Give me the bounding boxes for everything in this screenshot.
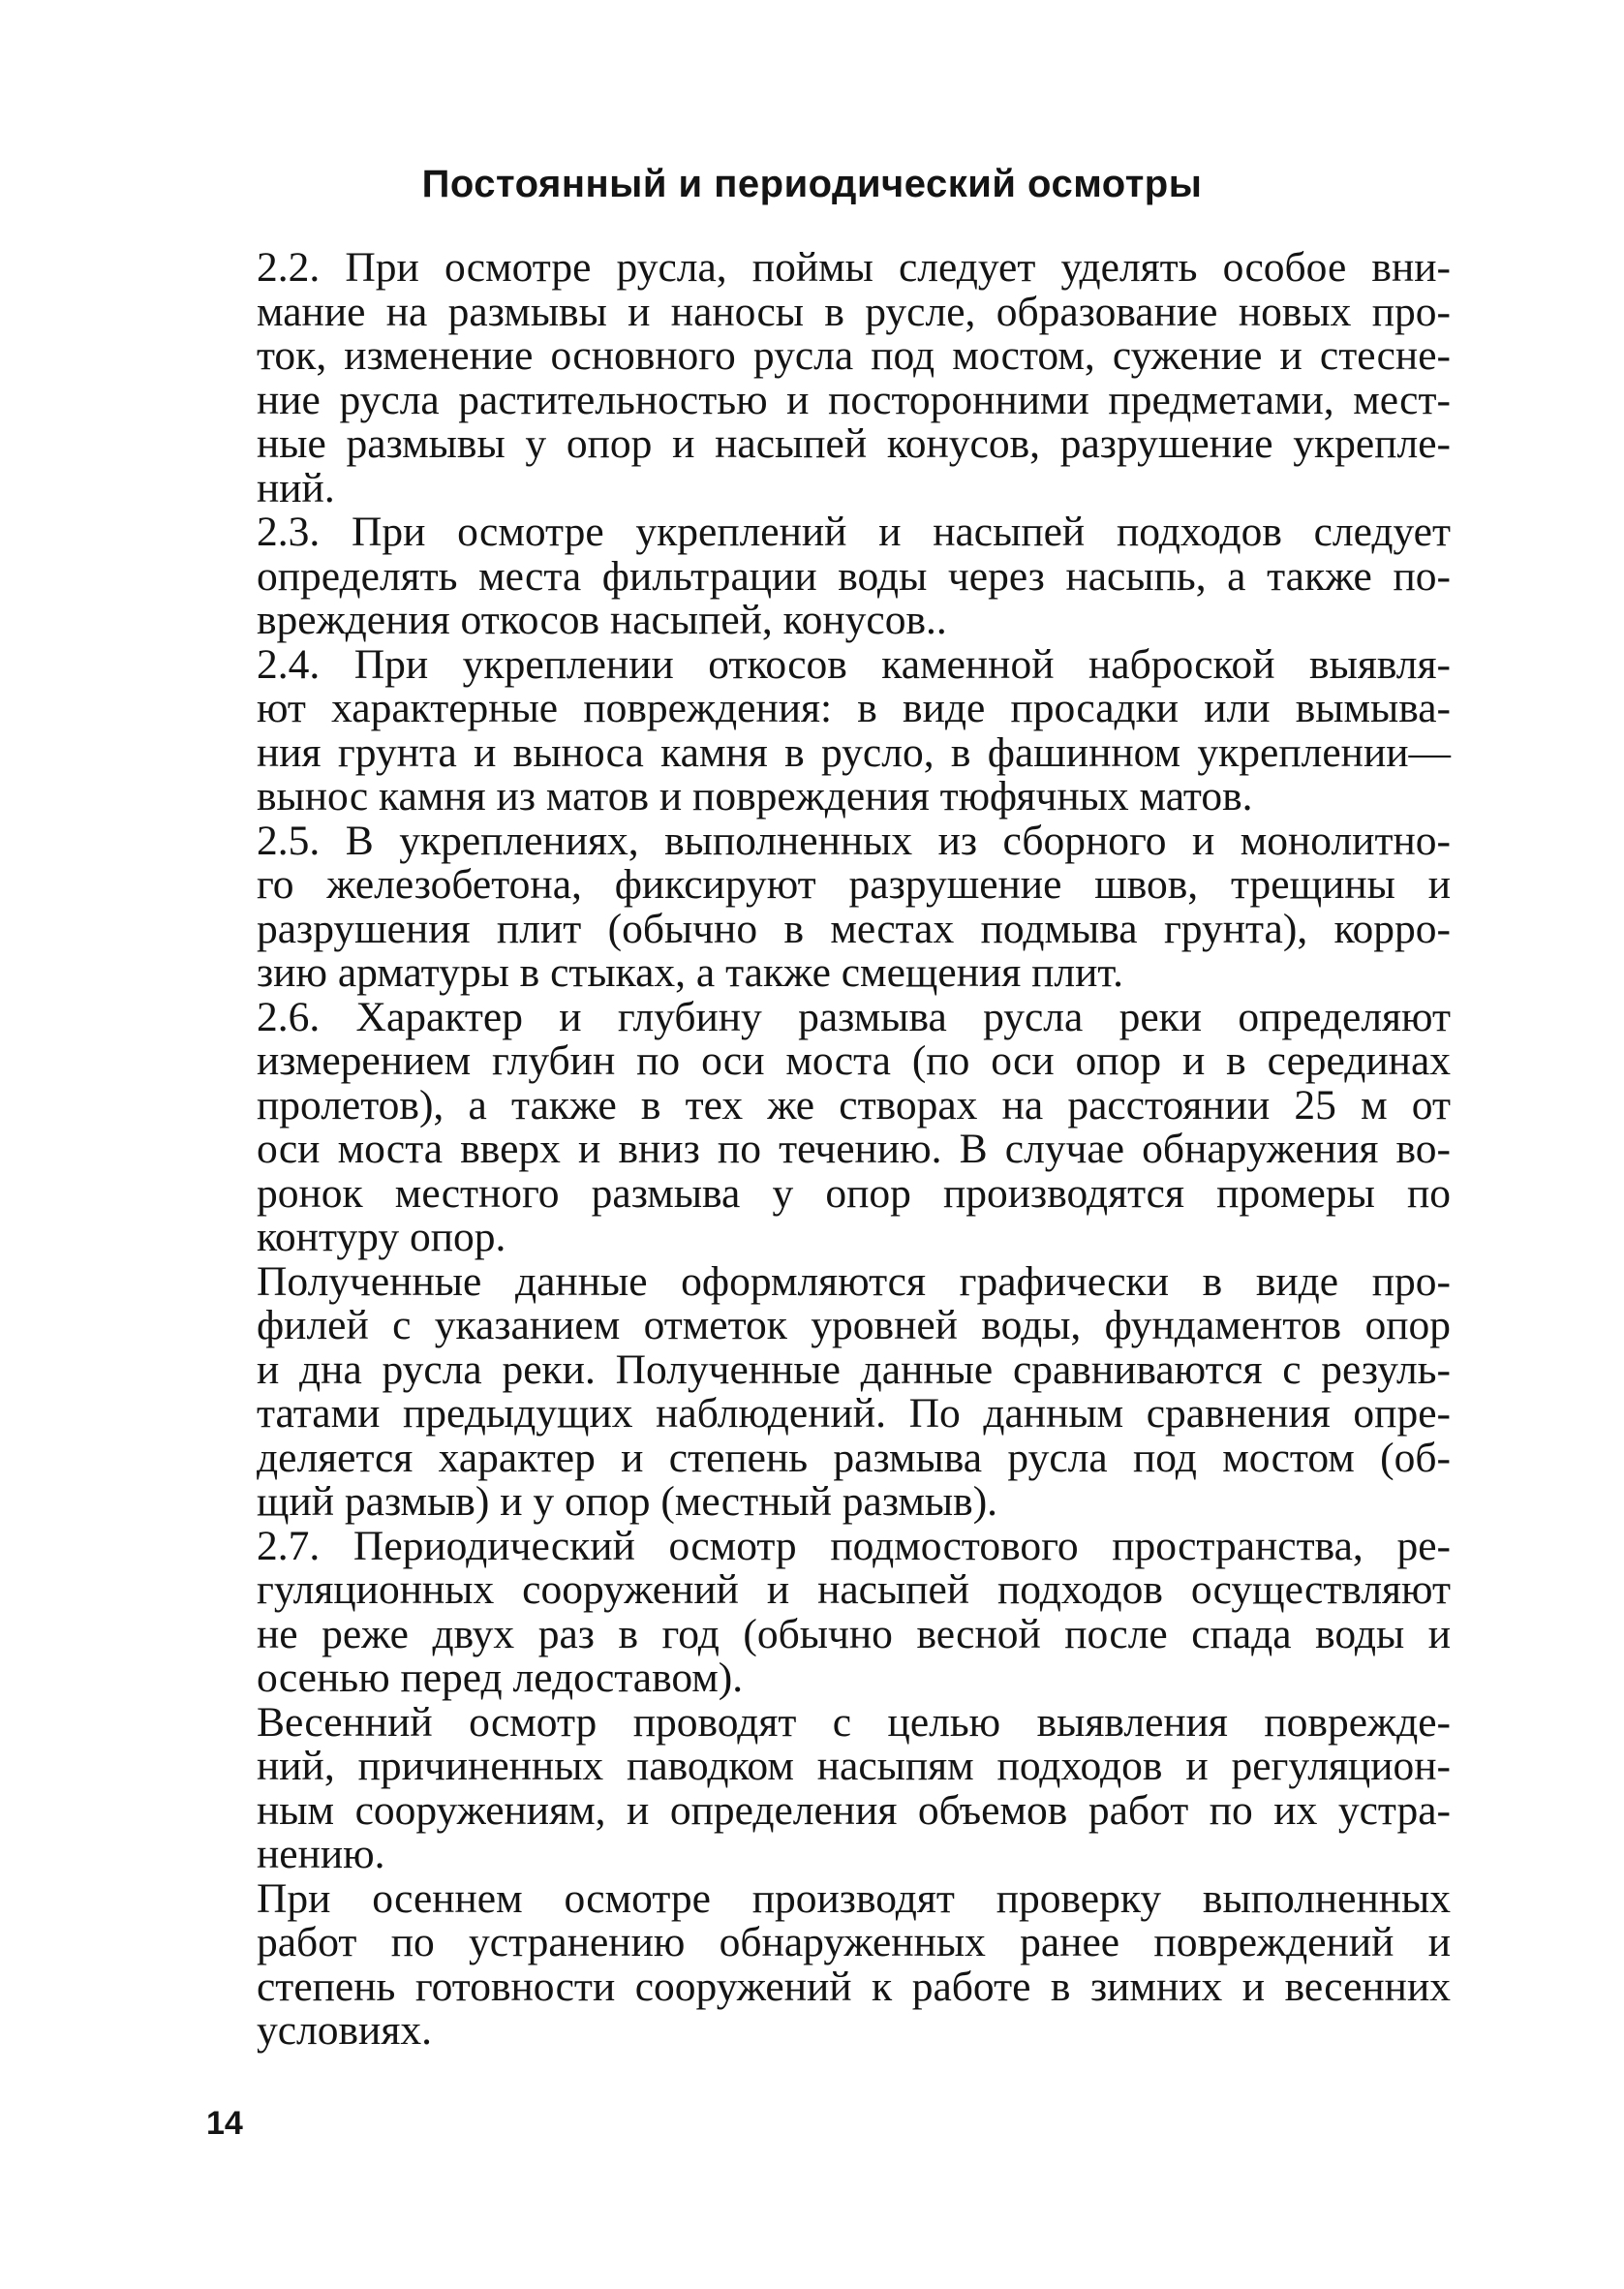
text-line: зию арматуры в стыках, а также смещения плит. <box>257 949 1124 996</box>
text-line: определять места фильтрации воды через насыпь, а также по- <box>257 552 1451 600</box>
text-line: 2.2. При осмотре русла, поймы следует уделять особое вни- <box>257 244 1451 291</box>
text-line: не реже двух раз в год (обычно весной после спада воды и <box>257 1610 1451 1657</box>
paragraph-2-3 <box>206 510 1451 643</box>
paragraph-2-7 <box>206 1522 1451 1701</box>
text-line: ний, причиненных паводком насыпям подходов и регуляцион- <box>257 1743 1451 1789</box>
paragraph-2-5 <box>206 817 1451 996</box>
text-line: деляется характер и степень размыва русла под мостом (об- <box>257 1434 1451 1481</box>
text-line: ют характерные повреждения: в виде просадки или вымыва- <box>257 685 1451 731</box>
paragraph-2-2 <box>206 246 1451 510</box>
body-text <box>206 246 1451 2054</box>
text-line: и дна русла реки. Полученные данные сравниваются с резуль- <box>257 1346 1451 1393</box>
text-line: ний. <box>257 464 335 511</box>
text-line: нению. <box>257 1831 385 1877</box>
text-line: вреждения откосов насыпей, конусов.. <box>257 597 947 643</box>
text-line: контуру опор. <box>257 1214 506 1260</box>
text-line: осенью перед ледоставом). <box>257 1655 744 1701</box>
text-line: пролетов), а также в тех же створах на расстоянии 25 м от <box>257 1081 1451 1129</box>
text-line: ные размывы у опор и насыпей конусов, разрушение укрепле- <box>257 420 1451 467</box>
text-line: 2.6. Характер и глубину размыва русла реки определяют <box>257 993 1451 1040</box>
text-line: При осеннем осмотре производят проверку выполненных <box>257 1874 1451 1922</box>
section-title: Постоянный и периодический осмотры <box>421 163 1203 205</box>
text-line: разрушения плит (обычно в местах подмыва грунта), корро- <box>257 905 1451 952</box>
text-line: условиях. <box>257 2007 432 2054</box>
text-line: ние русла растительностью и посторонними предметами, мест- <box>257 376 1451 423</box>
paragraph-spring <box>206 1698 1451 1877</box>
text-line: гуляционных сооружений и насыпей подходов осуществляют <box>257 1566 1451 1613</box>
text-line: щий размыв) и у опор (местный размыв). <box>257 1478 998 1525</box>
text-line: го железобетона, фиксируют разрушение швов, трещины и <box>257 861 1451 908</box>
text-line: ток, изменение основного русла под мостом, сужение и стесне- <box>257 332 1451 379</box>
text-line: Полученные данные оформляются графически в виде про- <box>257 1257 1451 1305</box>
text-line: 2.4. При укреплении откосов каменной наброской выявля- <box>257 640 1451 688</box>
text-line: 2.3. При осмотре укреплений и насыпей подходов следует <box>257 509 1451 555</box>
text-line: степень готовности сооружений к работе в зимних и весенних <box>257 1963 1451 2010</box>
text-line: мание на размывы и наносы в русле, образование новых про- <box>257 288 1451 335</box>
text-line: ния грунта и выноса камня в русло, в фашинном укреплении— <box>257 728 1451 776</box>
paragraph-results <box>206 1257 1451 1525</box>
text-line: измерением глубин по оси моста (по оси опор и в серединах <box>257 1037 1451 1084</box>
page-number: 14 <box>206 2105 243 2142</box>
text-line: работ по устранению обнаруженных ранее повреждений и <box>257 1919 1451 1965</box>
text-line: вынос камня из матов и повреждения тюфячных матов. <box>257 773 1253 820</box>
text-line: ным сооружениям, и определения объемов работ по их устра- <box>257 1786 1451 1834</box>
text-line: оси моста вверх и вниз по течению. В случае обнаружения во- <box>257 1126 1451 1172</box>
text-line: татами предыдущих наблюдений. По данным сравнения опре- <box>257 1390 1451 1437</box>
text-line: 2.7. Периодический осмотр подмостового пространства, ре- <box>257 1522 1451 1569</box>
paragraph-2-6 <box>206 993 1451 1260</box>
text-line: Весенний осмотр проводят с целью выявления поврежде- <box>257 1698 1451 1746</box>
paragraph-2-4 <box>206 640 1451 820</box>
text-line: филей с указанием отметок уровней воды, фундаментов опор <box>257 1302 1451 1348</box>
text-line: 2.5. В укреплениях, выполненных из сборного и монолитно- <box>257 817 1451 864</box>
text-line: ронок местного размыва у опор производятся промеры по <box>257 1169 1451 1217</box>
paragraph-autumn <box>206 1874 1451 2054</box>
